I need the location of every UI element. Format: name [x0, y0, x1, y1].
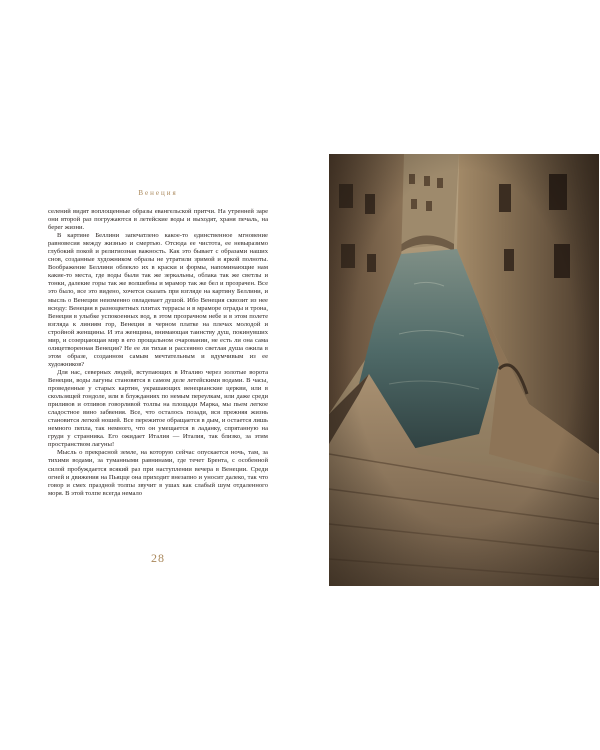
- paragraph-2: В картине Беллини запечатлено какое-то единственное мгновение равновесия между жизнью и смертью. Отсюда ее чистота, ее невыразимо глубокий покой и религиозная важность. Как это бывает с образами наших снов, созданные художником образы не утратили зримой и яркой полноты. Воображение Беллини облекло их в краски и формы, напоминающие нам какие-то места, где воды были так же зеркальны, облака так же светлы и тонки, далекие горы так же волшебны и мрамор так же бел и прозрачен. Все это было, все это видено, хочется сказать при взгляде на картину Беллини, и мысль о Венеции неизменно овладевает душой. Ибо Венеция сквозит из нее всюду: Венеция в разноцветных плитах террасы и в мраморе ограды и трона, Венеция в улыбке успокоенных вод, в этом прозрачном небе и в этом полете взгляда к линиям гор, Венеция в черном платке на плечах молодой и стройной женщины. И эта женщина, внимающая таинству душ, покинувших мир, и созерцающая мир в его прощальном очаровании, не есть ли она сама олицетворенная Венеция? Не ее ли тихая и рассеянно светлая душа ожила в этом образе, созданном самым мечтательным и вдумчивым из ее художников?: [48, 232, 268, 368]
- body-text: [48, 208, 268, 498]
- venetian-canal-painting: [329, 154, 599, 586]
- canal-illustration-image: [329, 154, 599, 586]
- paragraph-1: селений видят воплощенные образы евангельской притчи. На утренней заре они второй раз погружаются в летейские воды и выходят, храня печаль, на берег жизни.: [48, 208, 268, 232]
- paragraph-4: Мысль о прекрасной земле, на которую сейчас опускается ночь, там, за тихими водами, за туманными равнинами, где течет Брента, с особенной силой пробуждается всякий раз при наступлении вечера в Венеции. Среди огней и движения на Пьяцце она приходит внезапно и уносит далеко, так что говор и смех праздной толпы звучит в ушах как слабый шум отдаленного моря. В этой толпе всегда немало: [48, 449, 268, 497]
- right-page: [300, 0, 600, 750]
- page-number: 28: [151, 551, 165, 565]
- paragraph-3: Для нас, северных людей, вступающих в Италию через золотые ворота Венеции, воды лагуны становятся в самом деле летейскими водами. В часы, проведенные у старых картин, украшающих венецианские церкви, или в скользящей гондоле, или в блужданиях по немым переулкам, или даже среди приливов и отливов говорливой толпы на площади Марка, мы пьем легкое сладостное вино забвения. Все, что осталось позади, вся прежняя жизнь становится легкой ношей. Все пережитое обращается в дым, и остается лишь немного пепла, так немного, что он умещается в ладанку, спрятанную на груди у странника. Его ожидает Италия — Италия, так близко, за этим пространством лагуны!: [48, 368, 268, 449]
- running-head: Венеция: [138, 189, 178, 197]
